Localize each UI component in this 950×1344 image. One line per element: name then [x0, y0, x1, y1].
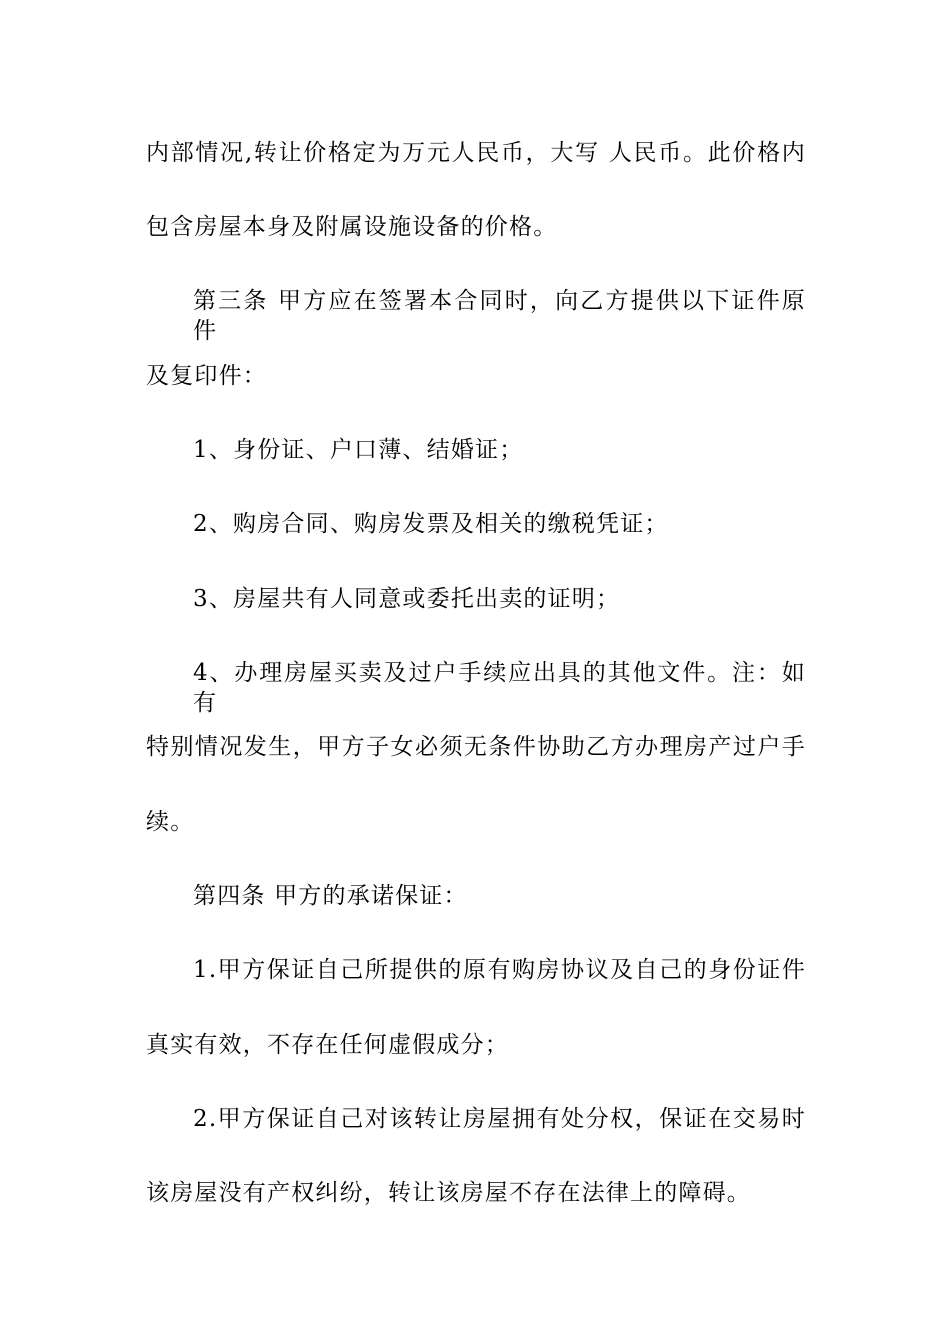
article-4-heading-line: 第四条 甲方的承诺保证： [193, 883, 468, 909]
paragraph-line-1: 内部情况,转让价格定为万元人民币，大写 人民币。此价格内 [146, 140, 806, 166]
paragraph-line-9: 特别情况发生，甲方子女必须无条件协助乙方办理房产过户手 [146, 734, 806, 760]
list-item-3: 3、房屋共有人同意或委托出卖的证明； [193, 586, 621, 612]
list-item-1: 1、身份证、户口薄、结婚证； [193, 437, 524, 463]
guarantee-item-2: 2.甲方保证自己对该转让房屋拥有处分权，保证在交易时 [193, 1106, 806, 1132]
article-3-heading-line: 第三条 甲方应在签署本合同时，向乙方提供以下证件原件 [193, 288, 806, 344]
paragraph-line-15: 该房屋没有产权纠纷，转让该房屋不存在法律上的障碍。 [146, 1180, 751, 1206]
guarantee-item-1: 1.甲方保证自己所提供的原有购房协议及自己的身份证件 [193, 957, 806, 983]
list-item-2: 2、购房合同、购房发票及相关的缴税凭证； [193, 511, 669, 537]
paragraph-line-10: 续。 [146, 809, 195, 835]
paragraph-line-13: 真实有效，不存在任何虚假成分； [146, 1032, 509, 1058]
list-item-4: 4、办理房屋买卖及过户手续应出具的其他文件。注：如有 [193, 660, 806, 716]
paragraph-line-4: 及复印件： [146, 363, 267, 389]
paragraph-line-2: 包含房屋本身及附属设施设备的价格。 [146, 214, 558, 240]
